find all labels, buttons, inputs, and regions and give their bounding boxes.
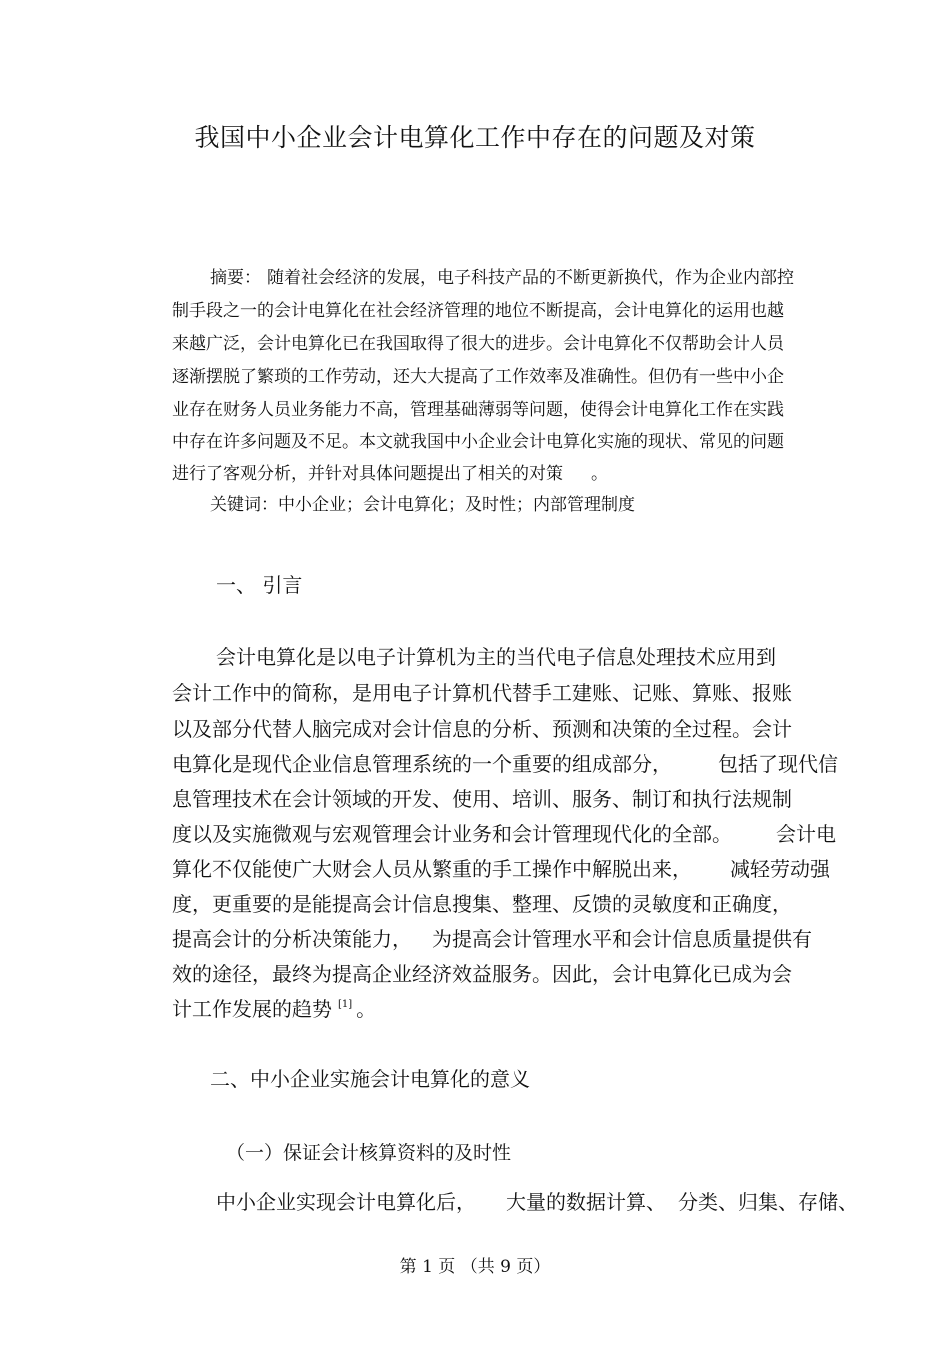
- abstract-label: 摘要：: [210, 268, 261, 288]
- paragraph-line: 电算化是现代企业信息管理系统的一个重要的组成部分， 包括了现代信: [172, 752, 838, 776]
- abstract-line: 摘要： 随着社会经济的发展，电子科技产品的不断更新换代，作为企业内部控: [210, 268, 794, 288]
- abstract-line: 逐渐摆脱了繁琐的工作劳动，还大大提高了工作效率及准确性。但仍有一些中小企: [172, 367, 784, 387]
- page-title: 我国中小企业会计电算化工作中存在的问题及对策: [194, 123, 756, 152]
- abstract-line: 制手段之一的会计电算化在社会经济管理的地位不断提高，会计电算化的运用也越: [172, 301, 784, 321]
- paragraph-line: 提高会计的分析决策能力， 为提高会计管理水平和会计信息质量提供有: [172, 927, 812, 951]
- paragraph-line: 以及部分代替人脑完成对会计信息的分析、预测和决策的全过程。会计: [172, 717, 792, 741]
- keywords-label: 关键词：: [210, 495, 278, 515]
- subsection-heading: （一）保证会计核算资料的及时性: [226, 1142, 512, 1164]
- abstract-line: 来越广泛，会计电算化已在我国取得了很大的进步。会计电算化不仅帮助会计人员: [172, 334, 784, 354]
- paragraph-line: 度，更重要的是能提高会计信息搜集、整理、反馈的灵敏度和正确度，: [172, 892, 792, 916]
- page-footer: 第 1 页 （共 9 页）: [399, 1257, 551, 1277]
- paragraph-line: 会计工作中的简称，是用电子计算机代替手工建账、记账、算账、报账: [172, 681, 792, 705]
- abstract-line: 进行了客观分析，并针对具体问题提出了相关的对策 。: [172, 464, 608, 484]
- section-heading: 一、 引言: [216, 573, 303, 597]
- paragraph-line: 会计电算化是以电子计算机为主的当代电子信息处理技术应用到: [216, 645, 776, 669]
- paragraph-line: 度以及实施微观与宏观管理会计业务和会计管理现代化的全部。 会计电: [172, 822, 836, 846]
- paragraph-line: 息管理技术在会计领域的开发、使用、培训、服务、制订和执行法规制: [172, 787, 792, 811]
- paragraph-line: 算化不仅能使广大财会人员从繁重的手工操作中解脱出来， 减轻劳动强: [172, 857, 830, 881]
- citation-ref: [1]: [338, 999, 353, 1010]
- section-heading: 二、中小企业实施会计电算化的意义: [210, 1067, 530, 1091]
- abstract-line: 中存在许多问题及不足。本文就我国中小企业会计电算化实施的现状、常见的问题: [172, 432, 784, 452]
- keywords-text: 中小企业；会计电算化；及时性；内部管理制度: [278, 495, 635, 515]
- abstract-line: 业存在财务人员业务能力不高，管理基础薄弱等问题，使得会计电算化工作在实践: [172, 400, 784, 420]
- keywords-line: [210, 490, 635, 515]
- paragraph-line: 中小企业实现会计电算化后， 大量的数据计算、 分类、归集、存储、: [216, 1190, 858, 1214]
- paragraph-line: 计工作发展的趋势 [1] 。: [172, 997, 377, 1021]
- paragraph-line: 效的途径，最终为提高企业经济效益服务。因此，会计电算化已成为会: [172, 962, 792, 986]
